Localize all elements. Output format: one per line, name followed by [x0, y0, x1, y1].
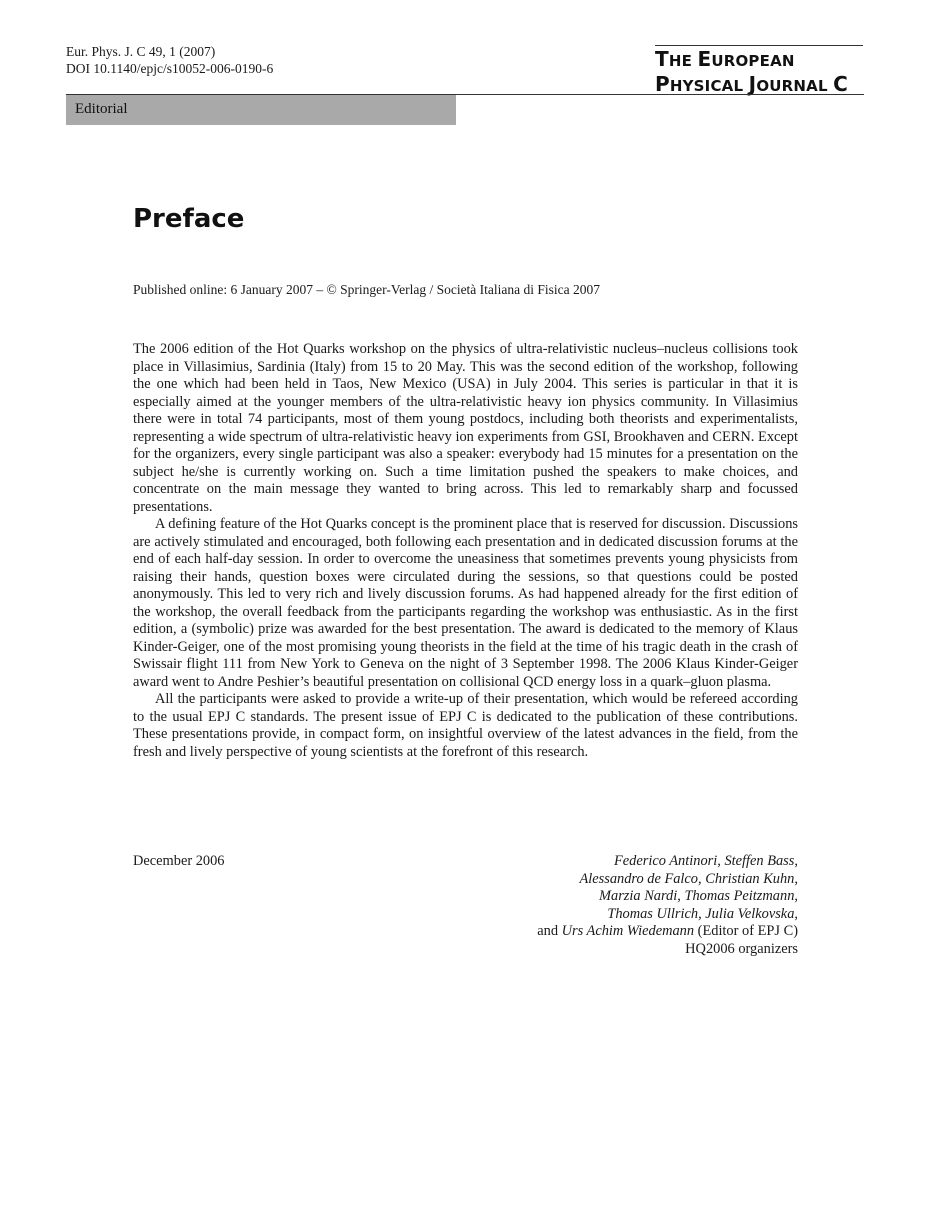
journal-logo — [655, 45, 863, 98]
journal-name-line-1: THE EUROPEAN — [655, 47, 795, 71]
published-line: Published online: 6 January 2007 – © Springer-Verlag / Società Italiana di Fisica 2007 — [133, 282, 601, 297]
signature-line: Alessandro de Falco, Christian Kuhn, — [579, 870, 798, 887]
editor-role: (Editor of EPJ C) — [694, 923, 798, 939]
author-name: Federico Antinori — [613, 853, 718, 869]
author-name: Alessandro de Falco — [579, 870, 699, 887]
article-title: Preface — [133, 204, 245, 234]
signature-block — [400, 853, 798, 958]
paragraph: The 2006 edition of the Hot Quarks workshop on the physics of ultra-relativistic nucleus–nucleus collisions took place in Villasimius, Sardinia (Italy) from 15 to 20 May. This was the second edition of the workshop, following the one which had been held in Taos, New Mexico (USA) in July 2004. This series is particular in that it is especially aimed at the younger members of the ultra-relativistic heavy ion physics community. In Villasimius there were in total 74 participants, most of them young postdocs, including both theorists and experimentalists, representing a wide spectrum of ultra-relativistic heavy ion experiments from GSI, Brookhaven and CERN. Except for the organizers, every single participant was also a speaker: everybody had 15 minutes for a presentation on the subject he/she is currently working on. Such a time limitation pushed the speakers to make choices, and concentrate on the main message they wanted to bring across. This led to remarkably sharp and focussed presentations. — [133, 341, 798, 515]
author-name: Marzia Nardi — [599, 888, 678, 904]
paragraph: A defining feature of the Hot Quarks concept is the prominent place that is reserved for discussion. Discussions are actively stimulated and encouraged, both following each presentation and in dedicated discussion forums at the end of each half-day session. In order to overcome the uneasiness that sometimes prevents young physicists from raising their hands, question boxes were circulated during the sessions, so that questions could be posted anonymously. This led to very rich and lively discussion forums. As had happened already for the first edition of the workshop, the overall feedback from the participants regarding the workshop was enthusiastic. As in the first edition, a (symbolic) prize was awarded for the best presentation. The award is dedicated to the memory of Klaus Kinder-Geiger, one of the most promising young theorists in the field at the time of his tragic death in the crash of Swissair flight 111 from New York to Geneva on the night of 3 September 1998. The 2006 Klaus Kinder-Geiger award went to Andre Peshier’s beautiful presentation on collisional QCD energy loss in a quark–gluon plasma. — [133, 516, 798, 690]
journal-name-line-2: PHYSICAL JOURNAL C — [655, 72, 849, 96]
doi: DOI 10.1140/epjc/s10052-006-0190-6 — [66, 61, 274, 76]
author-name: Thomas Ullrich — [607, 905, 699, 922]
section-label: Editorial — [75, 101, 128, 117]
author-name: Urs Achim Wiedemann — [561, 923, 695, 939]
journal-citation: Eur. Phys. J. C 49, 1 (2007) — [66, 44, 216, 59]
author-name: Steffen Bass — [724, 853, 795, 869]
article-body — [133, 341, 798, 761]
citation-block — [66, 43, 273, 77]
signature-line: and Urs Achim Wiedemann (Editor of EPJ C) — [537, 923, 798, 939]
date: December 2006 — [133, 853, 225, 869]
signature-line: Marzia Nardi, Thomas Peitzmann, — [599, 888, 798, 904]
signature-line: Federico Antinori, Steffen Bass, — [613, 853, 798, 869]
signature-line: Thomas Ullrich, Julia Velkovska, — [607, 905, 798, 922]
author-name: Thomas Peitzmann — [684, 888, 795, 904]
author-name: Julia Velkovska — [705, 905, 795, 922]
organizer-group: HQ2006 organizers — [685, 940, 798, 957]
paragraph: All the participants were asked to provide a write-up of their presentation, which would be refereed according to the usual EPJ C standards. The present issue of EPJ C is dedicated to the publication of these contributions. These presentations provide, in compact form, on insightful overview of the latest advances in the field, from the fresh and lively perspective of young scientists at the forefront of this research. — [133, 691, 798, 760]
section-bar — [66, 95, 456, 125]
author-name: Christian Kuhn — [705, 870, 795, 887]
